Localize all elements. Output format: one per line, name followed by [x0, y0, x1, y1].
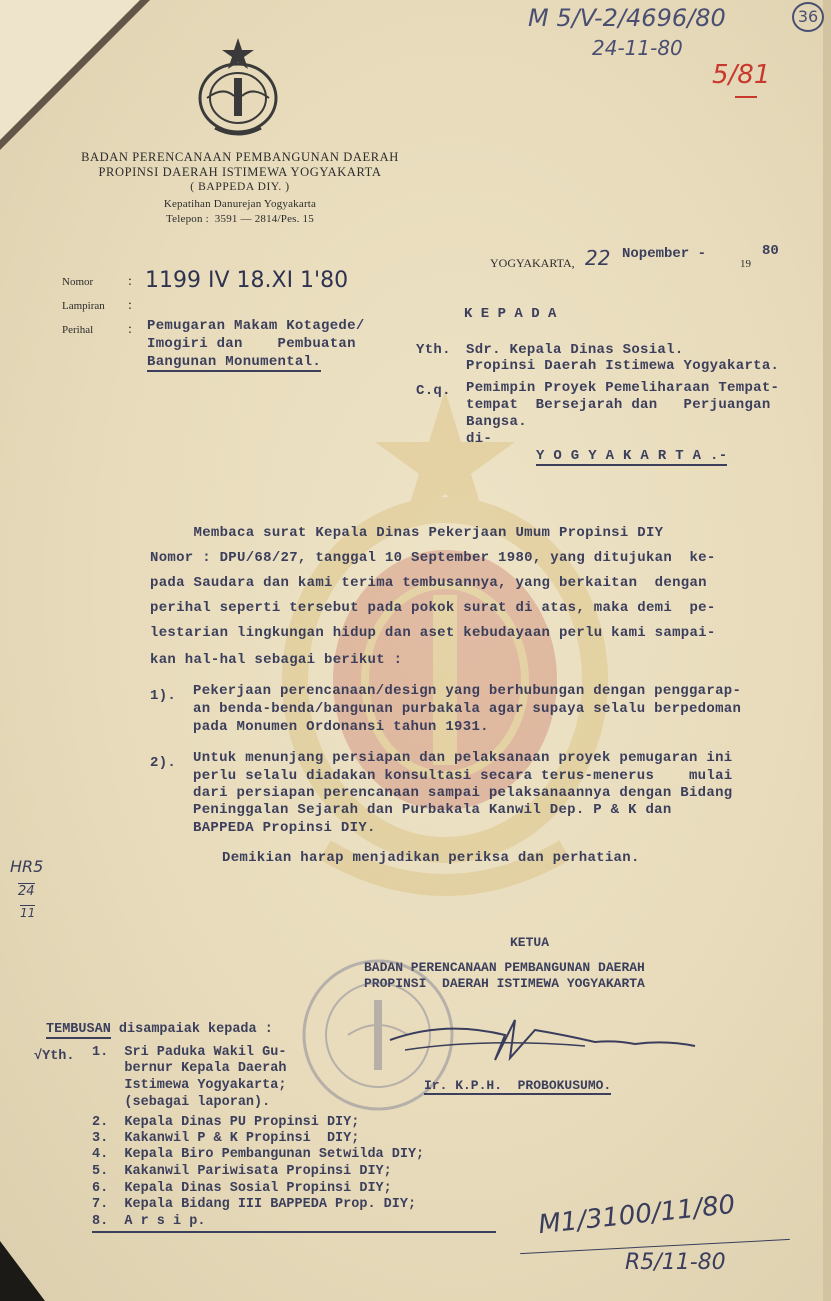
margin-note-line: 24	[18, 884, 35, 899]
item1-line: an benda-benda/bangunan purbakala agar supaya selalu berpedoman	[193, 701, 742, 717]
archive-date-bottom: R5/11-80	[625, 1250, 726, 1275]
recipient-cq-line3: Bangsa.	[466, 414, 527, 430]
date-year-prefix: 19	[740, 258, 751, 270]
agency-address: Kepatihan Danurejan Yogyakarta	[163, 198, 317, 210]
red-underline	[735, 96, 757, 98]
recipient-cq: C.q.	[416, 383, 451, 399]
margin-note-line: HR5	[10, 857, 44, 876]
tembusan-item: 1. Sri Paduka Wakil Gu-	[92, 1045, 287, 1060]
agency-name-line2: PROPINSI DAERAH ISTIMEWA YOGYAKARTA	[98, 165, 382, 179]
recipient-cq-line2: tempat Bersejarah dan Perjuangan	[466, 397, 771, 413]
body-line: pada Saudara dan kami terima tembusannya, yang berkaitan dengan	[150, 575, 707, 591]
item2-line: Untuk menunjang persiapan dan pelaksanaan proyek pemugaran ini	[193, 750, 733, 766]
tembusan-yth: √Yth.	[34, 1049, 75, 1064]
item1-line: pada Monumen Ordonansi tahun 1931.	[193, 719, 489, 735]
date-day: 22	[585, 246, 611, 270]
recipient-di: di-	[466, 431, 493, 447]
recipient-line1: Sdr. Kepala Dinas Sosial.	[466, 342, 684, 358]
perihal-line2: Imogiri dan Pembuatan	[147, 336, 356, 352]
agency-name-line1: BADAN PERENCANAAN PEMBANGUNAN DAERAH	[81, 150, 399, 164]
date-city: YOGYAKARTA,	[490, 256, 575, 270]
agency-phone: Telepon : 3591 — 2814/Pes. 15	[166, 213, 314, 225]
perihal-colon: :	[128, 322, 132, 337]
date-year: 80	[762, 243, 779, 259]
item1-line: Pekerjaan perencanaan/design yang berhubungan dengan penggarap-	[193, 683, 742, 699]
nomor-label: Nomor	[62, 276, 94, 288]
recipient-cq-line1: Pemimpin Proyek Pemeliharaan Tempat-	[466, 380, 780, 396]
nomor-colon: :	[128, 274, 132, 289]
signature-org-line1: BADAN PERENCANAAN PEMBANGUNAN DAERAH	[364, 960, 645, 975]
tembusan-item: 6. Kepala Dinas Sosial Propinsi DIY;	[92, 1181, 392, 1196]
margin-note-line: 11	[20, 906, 36, 920]
item2-line: dari persiapan perencanaan sampai pelaksanaannya dengan Bidang	[193, 785, 733, 801]
tembusan-heading-rest: disampaiak kepada :	[110, 1022, 273, 1037]
body-line: kan hal-hal sebagai berikut :	[150, 652, 403, 668]
garuda-emblem-icon	[193, 36, 283, 136]
tembusan-item: Istimewa Yogyakarta;	[92, 1078, 287, 1093]
perihal-line1: Pemugaran Makam Kotagede/	[147, 318, 365, 334]
tembusan-item: (sebagai laporan).	[92, 1095, 271, 1110]
red-archive-note: 5/81	[712, 60, 771, 90]
lampiran-colon: :	[128, 298, 132, 313]
body-line: perihal seperti tersebut pada pokok surat di atas, maka demi pe-	[150, 600, 716, 616]
perihal-line3: Bangunan Monumental.	[147, 354, 322, 370]
tembusan-item: 8. A r s i p.	[92, 1214, 206, 1229]
body-line: Nomor : DPU/68/27, tanggal 10 September 1980, yang ditujukan ke-	[150, 550, 716, 566]
tembusan-heading	[46, 1022, 273, 1037]
kepada-heading: K E P A D A	[464, 306, 557, 322]
signature-scribble-icon	[385, 1010, 715, 1070]
tembusan-item: 5. Kakanwil Pariwisata Propinsi DIY;	[92, 1164, 392, 1179]
closing-sentence: Demikian harap menjadikan periksa dan perhatian.	[222, 850, 640, 866]
perihal-label: Perihal	[62, 324, 94, 336]
item2-line: Peninggalan Sejarah dan Purbakala Kanwil Dep. P & K dan	[193, 802, 672, 818]
signatory-name: Ir. K.P.H. PROBOKUSUMO.	[424, 1078, 612, 1093]
item2-line: BAPPEDA Propinsi DIY.	[193, 820, 376, 836]
archive-ref-bottom: M1/3100/11/80	[536, 1189, 737, 1241]
recipient-yth: Yth.	[416, 342, 451, 358]
tembusan-rule	[92, 1231, 496, 1233]
archive-date-top: 24-11-80	[592, 36, 683, 60]
page-edge	[823, 0, 831, 1301]
item2-number: 2).	[150, 755, 177, 771]
item2-line: perlu selalu diadakan konsultasi secara terus-menerus mulai	[193, 768, 733, 784]
date-month: Nopember -	[622, 246, 707, 262]
recipient-city: Y O G Y A K A R T A .-	[536, 448, 728, 464]
signature-title: KETUA	[510, 935, 550, 950]
tembusan-heading-underlined: TEMBUSAN	[46, 1022, 111, 1037]
tembusan-item: 2. Kepala Dinas PU Propinsi DIY;	[92, 1115, 360, 1130]
archive-ref-top: M 5/V-2/4696/80	[528, 4, 726, 32]
scan-edge-corner	[0, 1241, 45, 1301]
signature-org-line2: PROPINSI DAERAH ISTIMEWA YOGYAKARTA	[364, 976, 645, 991]
tembusan-item: 7. Kepala Bidang III BAPPEDA Prop. DIY;	[92, 1197, 417, 1212]
tembusan-item: 4. Kepala Biro Pembangunan Setwilda DIY;	[92, 1147, 425, 1162]
tembusan-item: 3. Kakanwil P & K Propinsi DIY;	[92, 1131, 360, 1146]
page-number: 36	[792, 2, 824, 32]
nomor-value: 1199 IV 18.XI 1'80	[145, 268, 349, 293]
body-line: lestarian lingkungan hidup dan aset kebudayaan perlu kami sampai-	[150, 625, 716, 641]
item1-number: 1).	[150, 688, 177, 704]
recipient-line2: Propinsi Daerah Istimewa Yogyakarta.	[466, 358, 780, 374]
body-line: Membaca surat Kepala Dinas Pekerjaan Umum Propinsi DIY	[150, 525, 664, 541]
lampiran-label: Lampiran	[62, 300, 105, 312]
tembusan-item: bernur Kepala Daerah	[92, 1061, 287, 1076]
agency-abbrev: ( BAPPEDA DIY. )	[190, 181, 290, 193]
folded-corner	[0, 0, 140, 140]
